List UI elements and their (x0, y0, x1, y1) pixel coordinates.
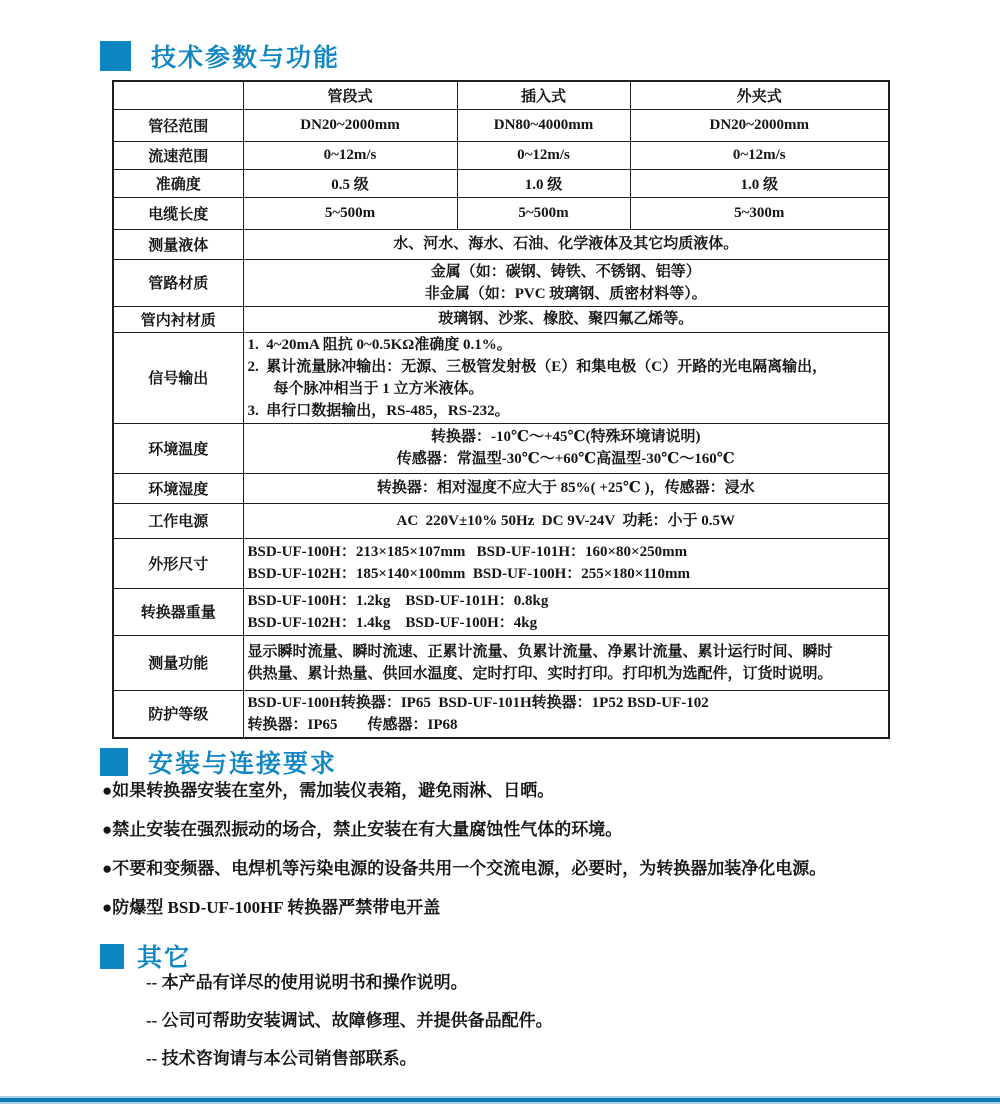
cell: 1.0 级 (457, 169, 630, 197)
table-row (113, 635, 889, 690)
cell: 5~500m (243, 197, 457, 229)
header-cell (113, 81, 243, 109)
row-label: 管路材质 (113, 259, 243, 306)
other-title: 其它 (137, 944, 192, 972)
cell-line: BSD-UF-100H：1.2kg BSD-UF-101H：0.8kg (247, 592, 549, 609)
other-item: -- 技术咨询请与本公司销售部联系。 (146, 1049, 417, 1068)
row-label: 管径范围 (113, 109, 243, 141)
install-note: ●禁止安装在强烈振动的场合，禁止安装在有大量腐蚀性气体的环境。 (102, 820, 623, 839)
row-label: 环境湿度 (113, 473, 243, 503)
install-note: ●防爆型 BSD-UF-100HF 转换器严禁带电开盖 (102, 898, 441, 917)
other-items-list (146, 972, 846, 1086)
cell: DN20~2000mm (243, 109, 457, 141)
cell: 0~12m/s (457, 141, 630, 169)
page-bottom-rule (0, 1096, 1000, 1104)
cell-merged (243, 229, 889, 259)
table-row (113, 306, 889, 332)
cell-merged (243, 635, 889, 690)
cell-line: BSD-UF-102H：185×140×100mm BSD-UF-100H：255×180×110mm (247, 566, 691, 582)
cell-line: 水、河水、海水、石油、化学液体及其它均质液体。 (393, 236, 739, 252)
spec-table (112, 80, 890, 739)
cell-merged (243, 473, 889, 503)
cell-line: BSD-UF-100H转换器：IP65 BSD-UF-101H转换器：1P52 BSD-UF-102 (247, 694, 709, 711)
cell-line: 显示瞬时流量、瞬时流速、正累计流量、负累计流量、净累计流量、累计运行时间、瞬时 (247, 643, 833, 660)
cell-merged (243, 332, 889, 423)
cell-line: 转换器：相对湿度不应大于 85%( +25℃ )，传感器：浸水 (376, 480, 755, 496)
install-notes-list (102, 780, 912, 936)
cell-line: 转换器：IP65 传感器：IP68 (247, 716, 458, 733)
blue-square-icon (100, 944, 124, 969)
table-row (113, 259, 889, 306)
cell-merged (243, 588, 889, 635)
row-label: 流速范围 (113, 141, 243, 169)
table-row (113, 690, 889, 738)
cell-line: AC 220V±10% 50Hz DC 9V-24V 功耗：小于 0.5W (396, 512, 735, 529)
section-other-heading (100, 938, 191, 974)
cell: DN80~4000mm (457, 109, 630, 141)
table-row (113, 141, 889, 169)
cell-merged (243, 423, 889, 473)
cell-line: BSD-UF-100H：213×185×107mm BSD-UF-101H：160×80×250mm (247, 544, 688, 560)
cell-merged (243, 503, 889, 538)
cell-line: 2. 累计流量脉冲输出：无源、三极管发射极（E）和集电极（C）开路的光电隔离输出， (247, 358, 828, 375)
specs-title: 技术参数与功能 (151, 44, 341, 72)
section-install-heading (100, 744, 337, 780)
cell-line: 传感器：常温型-30℃～+60℃高温型-30℃～160℃ (396, 451, 735, 467)
install-note: ●如果转换器安装在室外，需加装仪表箱，避免雨淋、日晒。 (102, 781, 555, 800)
header-cell: 插入式 (457, 81, 630, 109)
blue-square-icon (100, 41, 131, 71)
cell: 1.0 级 (630, 169, 889, 197)
install-note: ●不要和变频器、电焊机等污染电源的设备共用一个交流电源，必要时，为转换器加装净化电源。 (102, 859, 827, 878)
cell-line: 非金属（如：PVC 玻璃钢、质密材料等）。 (424, 285, 707, 302)
other-item: -- 本产品有详尽的使用说明书和操作说明。 (146, 973, 468, 992)
other-item: -- 公司可帮助安装调试、故障修理、并提供备品配件。 (146, 1011, 553, 1030)
row-label: 信号输出 (113, 332, 243, 423)
cell-line: 每个脉冲相当于 1 立方米液体。 (273, 380, 484, 397)
table-header-row (113, 81, 889, 109)
cell-line: BSD-UF-102H：1.4kg BSD-UF-100H：4kg (247, 614, 538, 631)
cell: 0~12m/s (630, 141, 889, 169)
cell-merged (243, 259, 889, 306)
row-label: 测量功能 (113, 635, 243, 690)
section-specs-heading (100, 38, 340, 74)
cell: 0.5 级 (243, 169, 457, 197)
row-label: 防护等级 (113, 690, 243, 738)
table-row (113, 473, 889, 503)
table-row (113, 197, 889, 229)
row-label: 转换器重量 (113, 588, 243, 635)
install-title: 安装与连接要求 (148, 750, 338, 778)
cell-line: 1. 4~20mA 阻抗 0~0.5KΩ准确度 0.1%。 (247, 336, 512, 353)
cell-line: 3. 串行口数据输出，RS-485，RS-232。 (247, 402, 510, 419)
cell: 5~500m (457, 197, 630, 229)
table-row (113, 169, 889, 197)
row-label: 环境温度 (113, 423, 243, 473)
cell-merged (243, 306, 889, 332)
table-row (113, 229, 889, 259)
table-row (113, 503, 889, 538)
table-row (113, 423, 889, 473)
row-label: 电缆长度 (113, 197, 243, 229)
table-row (113, 588, 889, 635)
row-label: 管内衬材质 (113, 306, 243, 332)
cell-merged (243, 538, 889, 588)
row-label: 测量液体 (113, 229, 243, 259)
cell-line: 供热量、累计热量、供回水温度、定时打印、实时打印。打印机为选配件，订货时说明。 (247, 665, 833, 682)
table-row (113, 332, 889, 423)
cell-line: 玻璃钢、沙浆、橡胶、聚四氟乙烯等。 (438, 311, 694, 327)
header-cell: 管段式 (243, 81, 457, 109)
cell: 5~300m (630, 197, 889, 229)
row-label: 外形尺寸 (113, 538, 243, 588)
table-row (113, 109, 889, 141)
cell: DN20~2000mm (630, 109, 889, 141)
blue-square-icon (100, 748, 128, 776)
header-cell: 外夹式 (630, 81, 889, 109)
row-label: 工作电源 (113, 503, 243, 538)
cell-line: 转换器：-10℃～+45℃(特殊环境请说明) (431, 429, 701, 445)
table-row (113, 538, 889, 588)
cell-merged (243, 690, 889, 738)
row-label: 准确度 (113, 169, 243, 197)
cell-line: 金属（如：碳钢、铸铁、不锈钢、铝等） (430, 263, 701, 280)
cell: 0~12m/s (243, 141, 457, 169)
